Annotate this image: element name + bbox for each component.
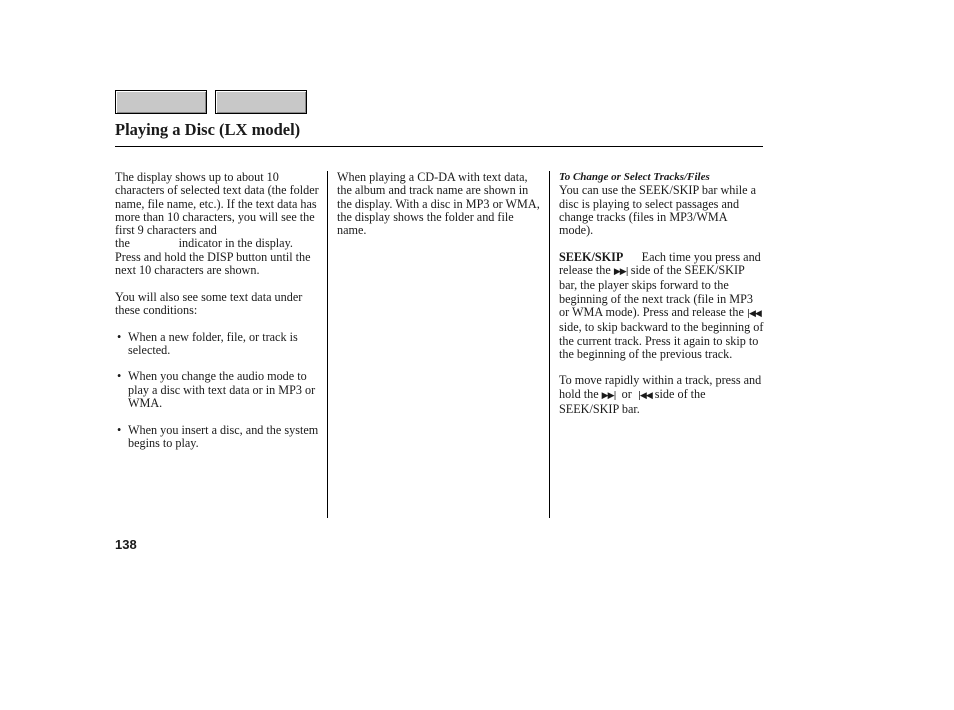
list-item: • When a new folder, file, or track is selected.	[117, 329, 298, 357]
paragraph-seek-intro: You can use the SEEK/SKIP bar while a disc is playing to select passages and change tracks (files in MP3/WMA mode).	[559, 183, 757, 238]
page-title: Playing a Disc (LX model)	[115, 120, 301, 139]
skip-forward-icon: ▶▶|	[601, 390, 616, 401]
column-2	[337, 171, 542, 237]
column-3	[559, 171, 764, 416]
title-rule	[115, 146, 763, 147]
column-1	[115, 171, 320, 450]
paragraph-cd-da: When playing a CD-DA with text data, the album and track name are shown in the display. With a disc in MP3 or WMA, the display shows the folder and file name.	[337, 170, 540, 238]
skip-back-icon: |◀◀	[746, 308, 761, 319]
page-number: 138	[115, 537, 137, 552]
column-divider	[549, 171, 550, 518]
list-item: • When you insert a disc, and the system begins to play.	[117, 422, 319, 450]
skip-forward-icon: ▶▶|	[613, 267, 628, 278]
nav-tab-1[interactable]	[115, 90, 207, 114]
paragraph-rapid-move: To move rapidly within a track, press and hold the ▶▶| or |◀◀ side of the SEEK/SKIP bar.	[559, 373, 762, 417]
nav-tab-2[interactable]	[215, 90, 307, 114]
paragraph-conditions: You will also see some text data under these conditions:	[115, 289, 303, 317]
paragraph-display-text: The display shows up to about 10 characters of selected text data (the folder name, file name, etc.). If the text data has more than 10 characters, you will see the first 9 characters and the indicator in the display. Press and hold the DISP button until the next 10 characters are shown.	[115, 170, 319, 278]
skip-back-icon: |◀◀	[637, 390, 652, 401]
section-subheading: To Change or Select Tracks/Files	[559, 171, 710, 183]
seek-skip-term: SEEK/SKIP	[559, 249, 624, 264]
column-divider	[327, 171, 328, 518]
list-item: • When you change the audio mode to play a disc with text data or in MP3 or WMA.	[117, 369, 316, 411]
paragraph-seek-skip: SEEK/SKIP Each time you press and release the ▶▶| side of the SEEK/SKIP bar, the player skips forward to the beginning of the next track (file in MP3 or WMA mode). Press and release the |◀◀ side, to skip backward to the beginning of the current track. Press it again to skip to the beginning of the previous track.	[559, 249, 764, 361]
